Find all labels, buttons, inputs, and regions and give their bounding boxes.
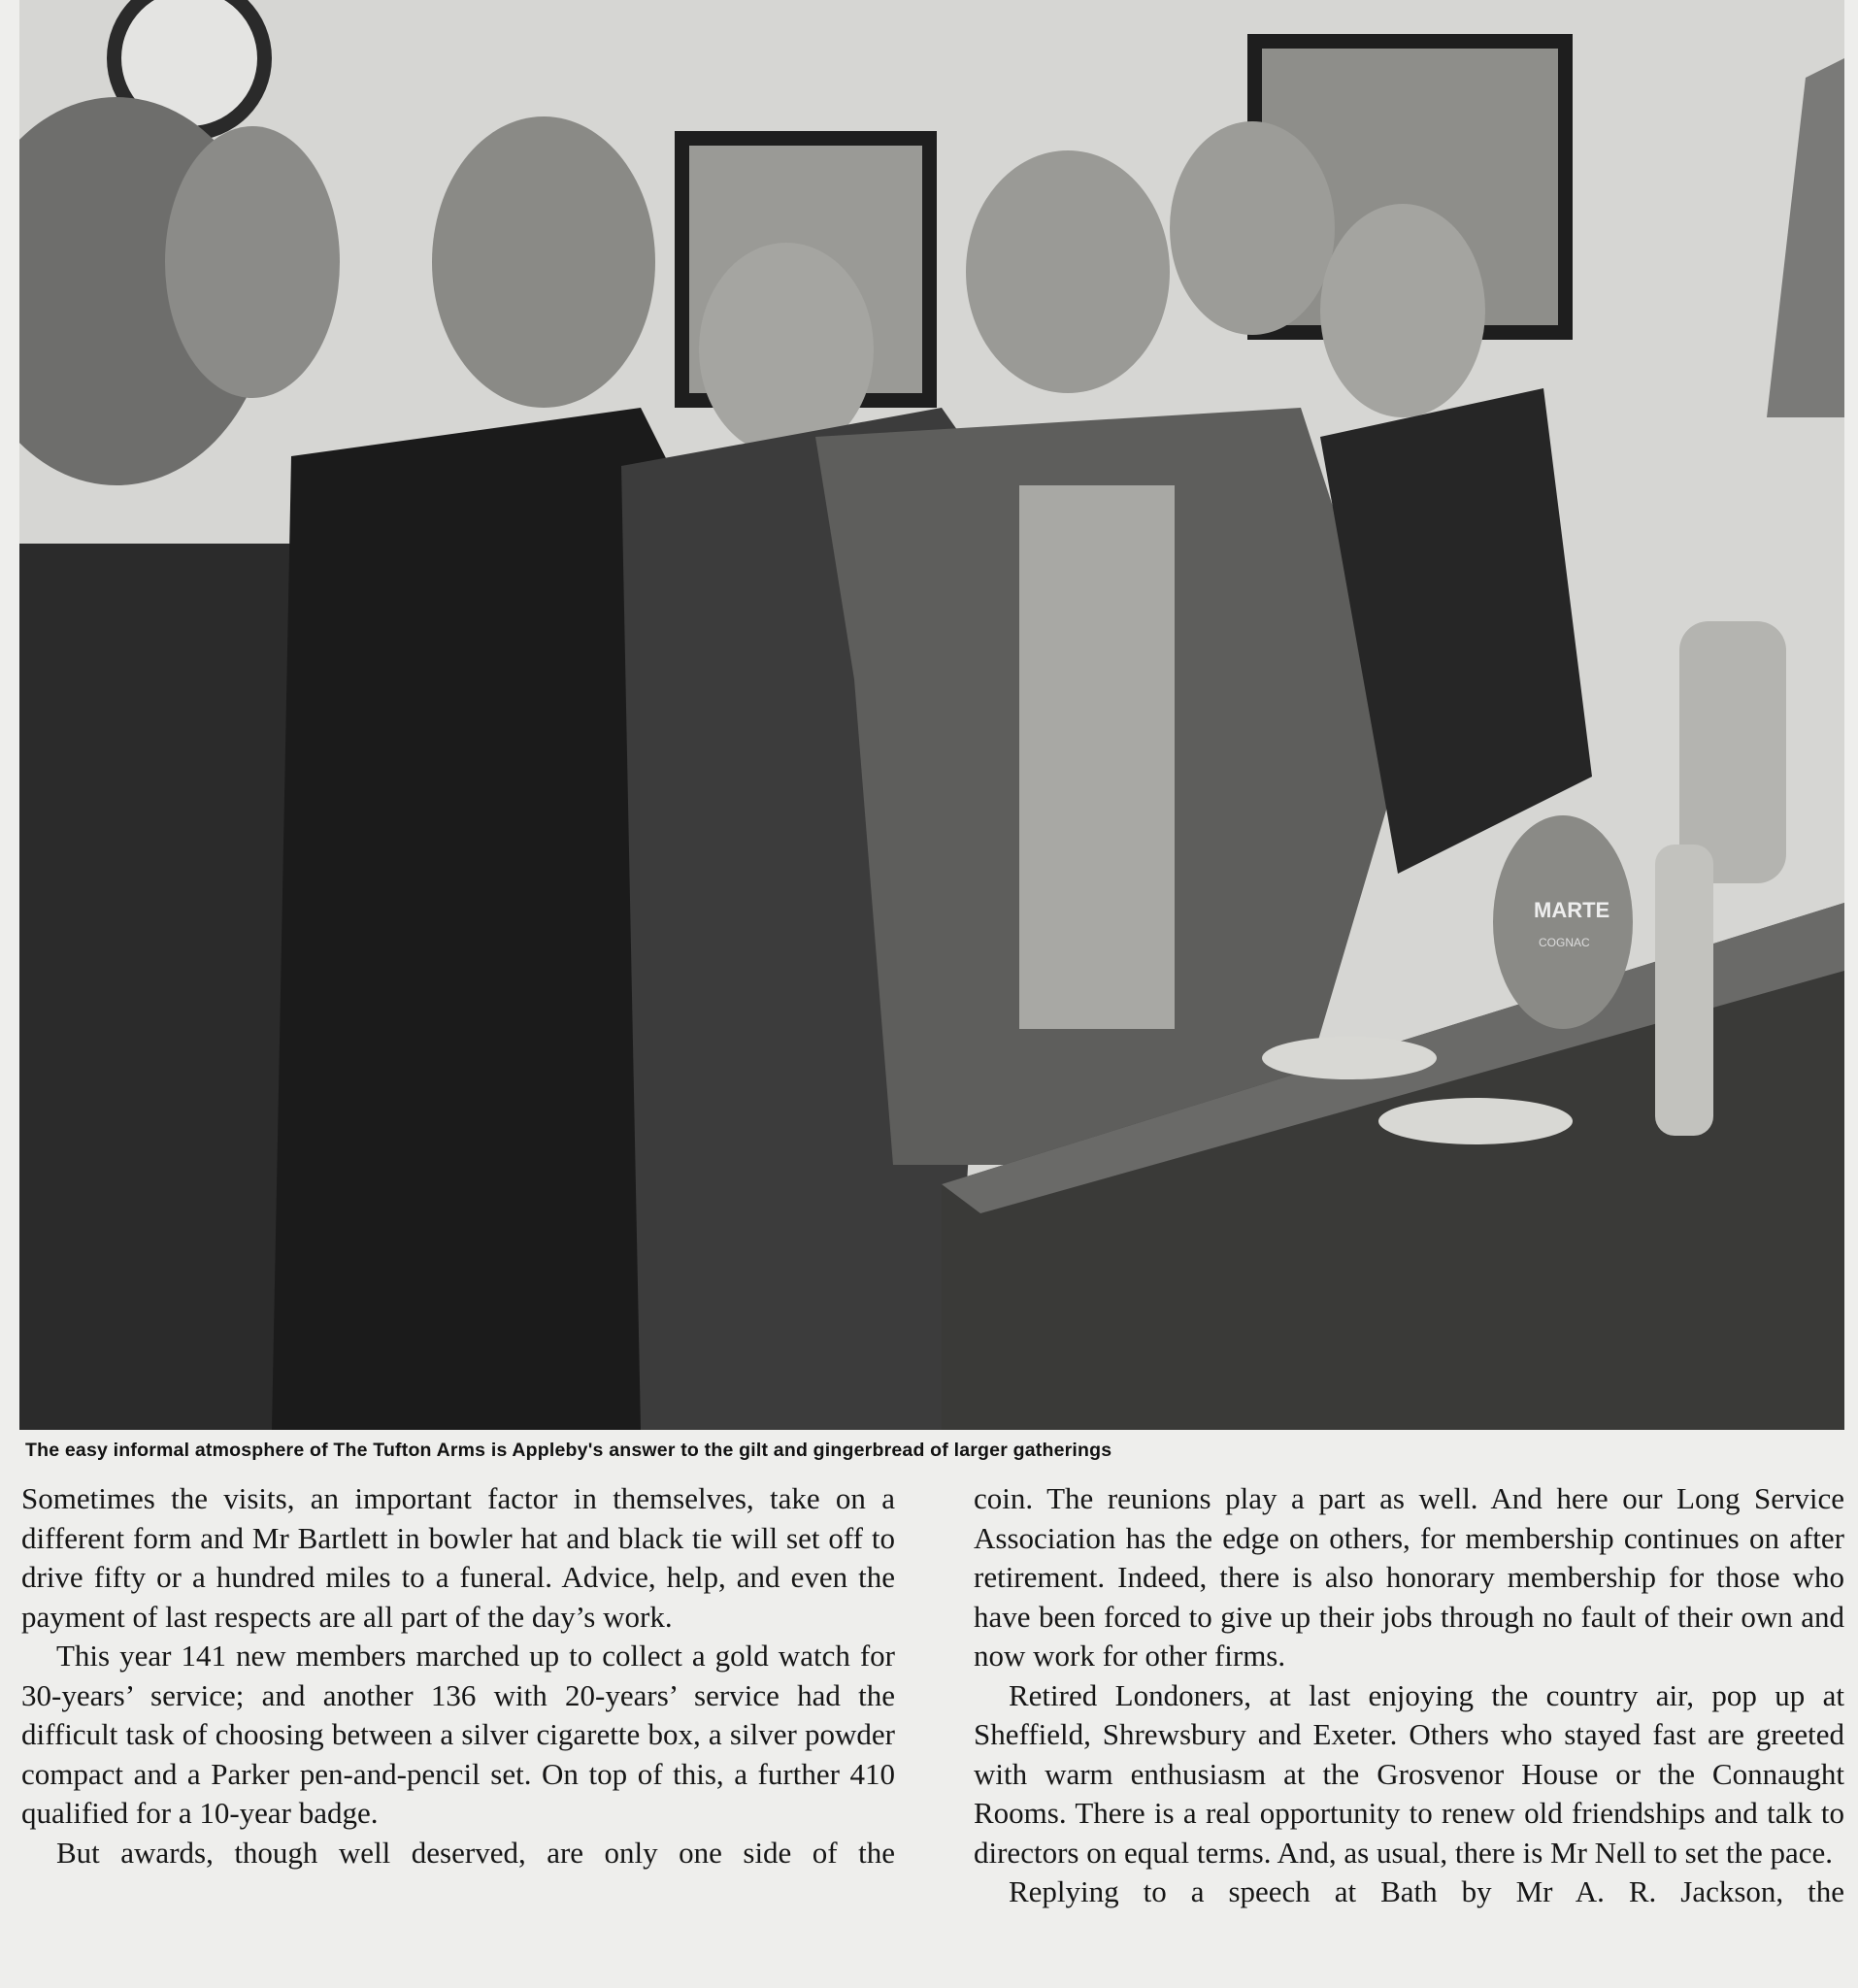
paragraph: Sometimes the visits, an important factor in themselves, take on a different form and Mr Bartlett in bowler hat and black tie will set off to drive fifty or a hundred miles to a funeral. Advice, help, and even the payment of last respects are all part of the day’s work.	[21, 1481, 895, 1634]
pub-photograph	[19, 0, 1844, 1430]
beer-mat	[1378, 1098, 1573, 1144]
paragraph: Replying to a speech at Bath by Mr A. R. Jackson, the	[1009, 1874, 1844, 1908]
photo-caption: The easy informal atmosphere of The Tufton Arms is Appleby's answer to the gilt and gingerbread of larger gatherings	[25, 1440, 1112, 1461]
jug-label: MARTE	[1534, 898, 1610, 922]
beer-mat	[1262, 1037, 1437, 1079]
paragraph: This year 141 new members marched up to collect a gold watch for 30-years’ service; and another 136 with 20-years’ service had the difficult task of choosing between a silver cigarette box, a silver powder compact and a Parker pen-and-pencil set. On top of this, a further 410 qualified for a 10-year badge.	[21, 1639, 895, 1830]
photograph-illustration	[19, 0, 1844, 1430]
paragraph: coin. The reunions play a part as well. And here our Long Service Association has the edge on others, for membership continues on after retirement. Indeed, there is also honorary membership for those who have been forced to give up their jobs through no fault of their own and now work for other firms.	[974, 1481, 1844, 1673]
cognac-jug	[1493, 815, 1633, 1029]
jug-sublabel: COGNAC	[1539, 936, 1590, 949]
article-column-right	[974, 1479, 1844, 1912]
paragraph: Retired Londoners, at last enjoying the country air, pop up at Sheffield, Shrewsbury and Exeter. Others who stayed fast are greeted with warm enthusiasm at the Grosvenor House or the Connaught Rooms. There is a real opportunity to renew old friendships and talk to directors on equal terms. And, as usual, there is Mr Nell to set the pace.	[974, 1677, 1844, 1870]
bottle	[1655, 845, 1713, 1136]
paragraph: But awards, though well deserved, are only one side of the	[56, 1835, 895, 1870]
soda-siphon	[1679, 621, 1786, 883]
article-column-left	[21, 1479, 895, 1872]
